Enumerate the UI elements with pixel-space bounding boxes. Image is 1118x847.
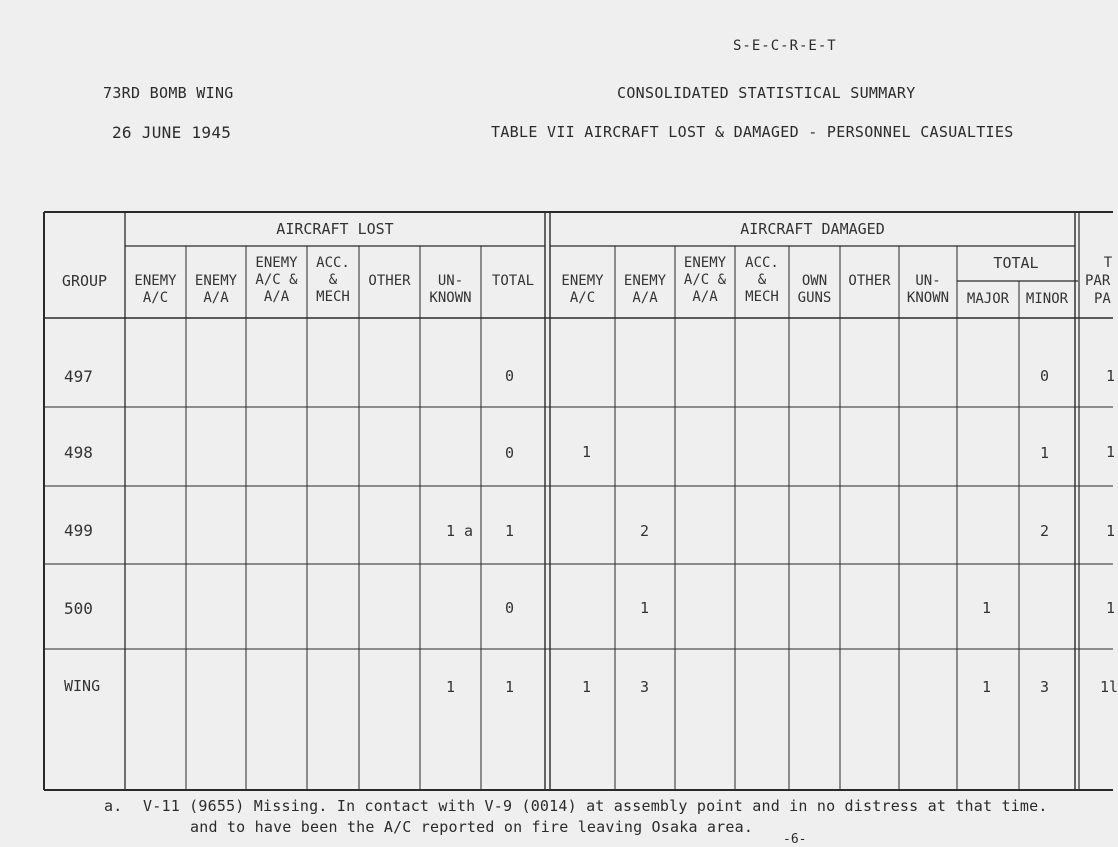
cutoff-value: 1 — [1106, 599, 1116, 617]
dmg-col-own-guns: OWN GUNS — [797, 273, 832, 306]
cutoff-value: 1 — [1106, 443, 1116, 461]
dmg-enemy-ac-value: 1 — [582, 678, 592, 696]
damaged-total-header: TOTAL — [993, 254, 1039, 272]
dmg-minor-value: 2 — [1040, 522, 1050, 540]
cutoff-value: 1 — [1106, 367, 1116, 385]
dmg-major-value: 1 — [982, 599, 992, 617]
cutoff-col-header-2: PAR — [1085, 273, 1111, 289]
aircraft-damaged-header: AIRCRAFT DAMAGED — [740, 220, 885, 238]
lost-col-unknown: UN- KNOWN — [429, 273, 472, 306]
classification-mark: S-E-C-R-E-T — [733, 38, 837, 54]
dmg-enemy-aa-value: 1 — [640, 599, 650, 617]
dmg-col-acc-mech: ACC. & MECH — [745, 255, 779, 305]
group-label: WING — [64, 677, 101, 695]
page-number: -6- — [783, 832, 807, 847]
lost-unknown-value: 1 — [446, 678, 456, 696]
lost-col-total: TOTAL — [491, 273, 535, 289]
cutoff-col-header-1: T — [1103, 255, 1113, 271]
lost-total-value: 0 — [505, 599, 515, 617]
dmg-col-major: MAJOR — [966, 291, 1010, 307]
lost-col-acc-mech: ACC. & MECH — [316, 255, 350, 305]
lost-col-other: OTHER — [368, 273, 411, 289]
report-date: 26 JUNE 1945 — [112, 123, 232, 142]
dmg-enemy-aa-value: 2 — [640, 522, 650, 540]
aircraft-lost-header: AIRCRAFT LOST — [276, 220, 394, 238]
lost-unknown-value: 1 a — [446, 522, 474, 540]
lost-total-value: 0 — [505, 444, 515, 462]
group-header: GROUP — [61, 272, 108, 290]
lost-col-enemy-ac-aa: ENEMY A/C & A/A — [255, 255, 298, 305]
lost-total-value: 0 — [505, 367, 515, 385]
group-label: 499 — [64, 521, 93, 540]
dmg-col-enemy-ac: ENEMY A/C — [561, 273, 604, 306]
cutoff-col-header-3: PA — [1094, 291, 1111, 307]
report-title: CONSOLIDATED STATISTICAL SUMMARY — [617, 84, 916, 102]
dmg-col-enemy-ac-aa: ENEMY A/C & A/A — [683, 255, 727, 305]
dmg-col-other: OTHER — [848, 273, 891, 289]
footnote-line-2: and to have been the A/C reported on fire leaving Osaka area. — [190, 818, 754, 836]
lost-col-enemy-aa: ENEMY A/A — [194, 273, 238, 306]
lost-col-enemy-ac: ENEMY A/C — [134, 273, 177, 306]
dmg-enemy-ac-value: 1 — [582, 443, 592, 461]
footnote-line-1: V-11 (9655) Missing. In contact with V-9 (0014) at assembly point and in no distress at that time. — [143, 797, 1048, 815]
group-label: 500 — [64, 599, 93, 618]
dmg-minor-value: 1 — [1040, 444, 1050, 462]
lost-total-value: 1 — [505, 522, 515, 540]
cutoff-value: 1 — [1106, 522, 1116, 540]
footnote-marker: a. — [104, 797, 123, 815]
dmg-minor-value: 0 — [1040, 367, 1050, 385]
dmg-minor-value: 3 — [1040, 678, 1050, 696]
dmg-enemy-aa-value: 3 — [640, 678, 650, 696]
dmg-major-value: 1 — [982, 678, 992, 696]
table-title: TABLE VII AIRCRAFT LOST & DAMAGED - PERSONNEL CASUALTIES — [491, 123, 1014, 141]
group-label: 497 — [64, 367, 93, 386]
dmg-col-enemy-aa: ENEMY A/A — [623, 273, 667, 306]
lost-total-value: 1 — [505, 678, 515, 696]
cutoff-value: 1l — [1100, 678, 1118, 696]
dmg-col-minor: MINOR — [1025, 291, 1069, 307]
dmg-col-unknown: UN- KNOWN — [906, 273, 950, 306]
unit-name: 73RD BOMB WING — [103, 84, 234, 102]
group-label: 498 — [64, 443, 93, 462]
